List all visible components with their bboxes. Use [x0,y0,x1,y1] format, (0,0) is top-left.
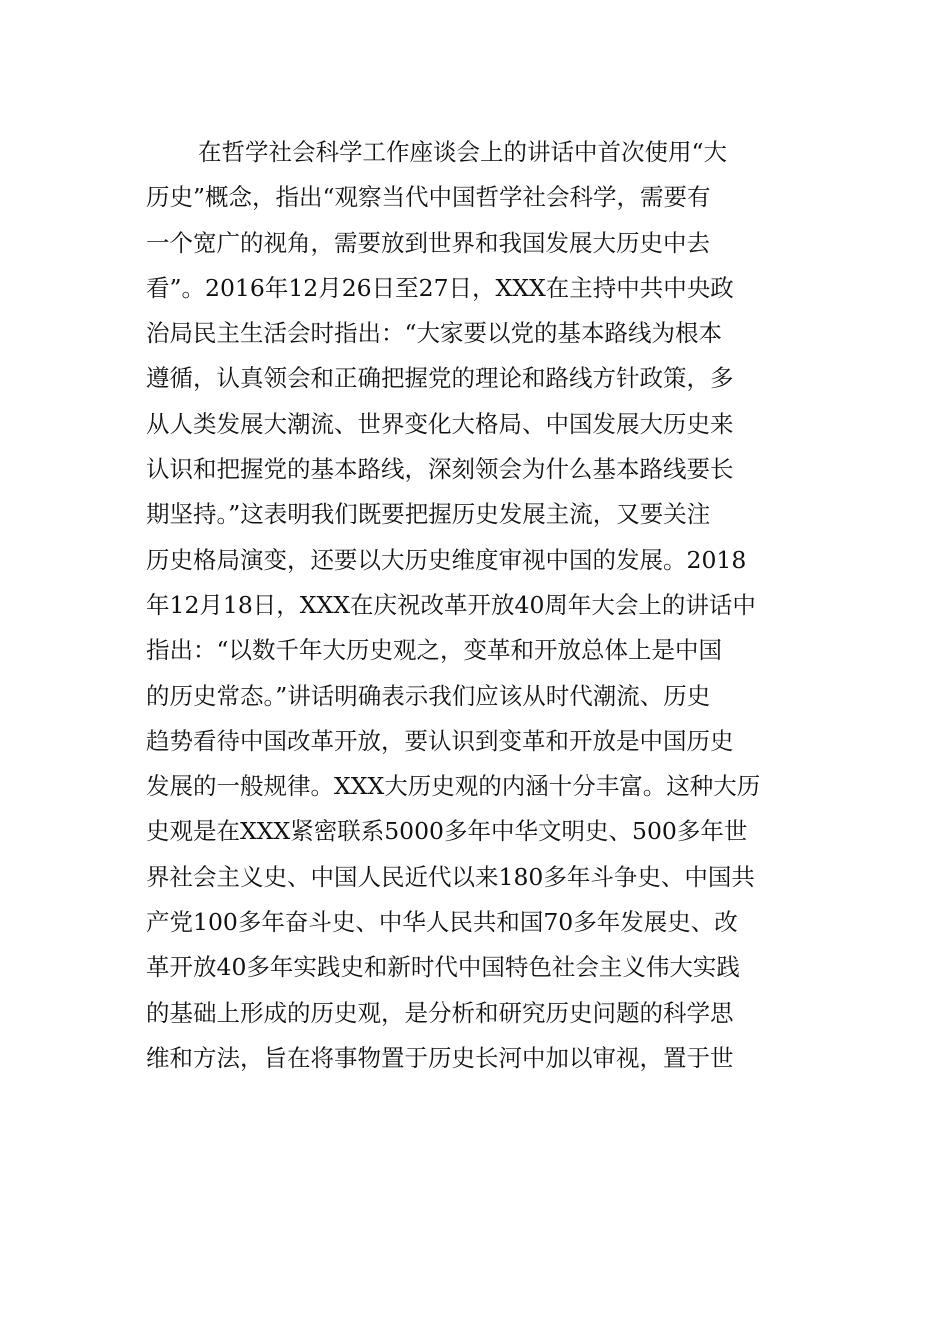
text-line-16: 史观是在XXX紧密联系5000多年中华文明史、500多年世 [146,817,748,846]
text-line-17: 界社会主义史、中国人民近代以来180多年斗争史、中国共 [146,862,755,891]
text-line-6: 遵循，认真领会和正确把握党的理论和路线方针政策，多 [146,364,734,393]
text-line-7: 从人类发展大潮流、世界变化大格局、中国发展大历史来 [146,409,734,438]
body-paragraph [146,130,816,1081]
text-line-19: 革开放40多年实践史和新时代中国特色社会主义伟大实践 [146,953,740,982]
text-line-10: 历史格局演变，还要以大历史维度审视中国的发展。2018 [146,545,747,574]
text-line-15: 发展的一般规律。XXX大历史观的内涵十分丰富。这种大历 [146,772,761,801]
text-line-18: 产党100多年奋斗史、中华人民共和国70多年发展史、改 [146,908,738,937]
text-line-21: 维和方法，旨在将事物置于历史长河中加以审视，置于世 [146,1043,734,1072]
text-line-11: 年12月18日，XXX在庆祝改革开放40周年大会上的讲话中 [146,590,756,619]
text-line-20: 的基础上形成的历史观，是分析和研究历史问题的科学思 [146,998,734,1027]
text-line-3: 一个宽广的视角，需要放到世界和我国发展大历史中去 [146,228,710,257]
text-line-4: 看”。2016年12月26日至27日，XXX在主持中共中央政 [146,273,734,302]
text-line-9: 期坚持。”这表明我们既要把握历史发展主流，又要关注 [146,500,711,529]
text-line-13: 的历史常态。”讲话明确表示我们应该从时代潮流、历史 [146,681,711,710]
text-line-12: 指出：“以数千年大历史观之，变革和开放总体上是中国 [146,636,723,665]
text-line-2: 历史”概念，指出“观察当代中国哲学社会科学，需要有 [146,183,711,212]
text-line-8: 认识和把握党的基本路线，深刻领会为什么基本路线要长 [146,455,734,484]
text-line-14: 趋势看待中国改革开放，要认识到变革和开放是中国历史 [146,726,734,755]
text-line-1: 在哲学社会科学工作座谈会上的讲话中首次使用“大 [198,138,728,166]
text-line-5: 治局民主生活会时指出：“大家要以党的基本路线为根本 [146,319,723,348]
